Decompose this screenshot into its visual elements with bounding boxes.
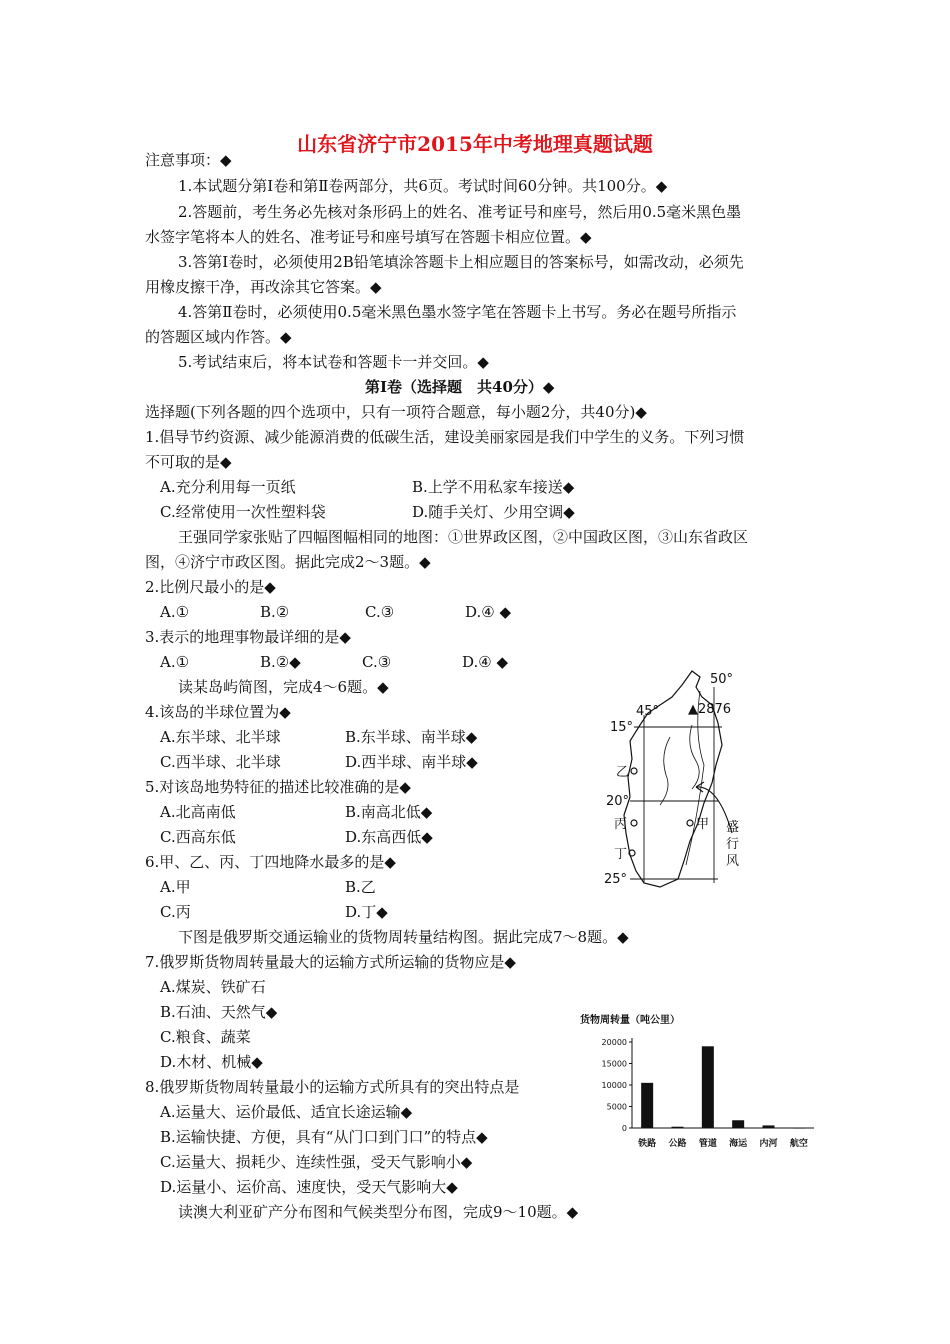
q5-option-a: A.北高南低 (160, 803, 236, 821)
bar-海运 (732, 1120, 744, 1128)
label-yi: 乙 (616, 765, 630, 780)
q8-stem: 8.俄罗斯货物周转量最小的运输方式所具有的突出特点是 (145, 1078, 520, 1096)
q7-option-c: C.粮食、蔬菜 (160, 1028, 251, 1046)
x-tick-label: 海运 (729, 1139, 748, 1149)
q3-option-b: B.②◆ (260, 653, 301, 671)
lat-15-label: 15° (610, 720, 634, 735)
freight-chart (572, 1008, 822, 1158)
q1-stem-b: 不可取的是◆ (145, 453, 232, 471)
q1-option-a: A.充分利用每一页纸 (160, 478, 296, 496)
notice-5: 5.考试结束后，将本试卷和答题卡一并交回。◆ (178, 353, 489, 371)
notice-2a: 2.答题前，考生务必先核对条形码上的姓名、准考证号和座号，然后用0.5毫米黑色墨 (178, 203, 742, 221)
q6-option-b: B.乙 (345, 878, 376, 896)
x-tick-label: 内河 (759, 1139, 778, 1149)
q2-option-d: D.④ ◆ (465, 603, 512, 621)
point-jia (687, 820, 693, 826)
notice-2b: 水签字笔将本人的姓名、准考证号和座号填写在答题卡相应位置。◆ (145, 228, 592, 246)
y-tick-label: 10000 (601, 1081, 627, 1090)
notice-3b: 用橡皮擦干净，再改涂其它答案。◆ (145, 278, 382, 296)
page-title: 山东省济宁市2015年中考地理真题试题 (297, 132, 653, 156)
q8-option-d: D.运量小、运价高、速度快，受天气影响大◆ (160, 1178, 458, 1196)
point-yi (631, 768, 637, 774)
bar-航空 (793, 1128, 805, 1129)
notice-heading: 注意事项：◆ (145, 151, 232, 169)
river-2 (690, 725, 699, 789)
point-bing (631, 820, 637, 826)
q3-option-d: D.④ ◆ (462, 653, 509, 671)
wind-label-1: 盛 (726, 820, 740, 835)
q4-option-d: D.西半球、南半球◆ (345, 753, 478, 771)
q5-option-d: D.东高西低◆ (345, 828, 433, 846)
y-tick-label: 20000 (601, 1038, 627, 1047)
lat-20-label: 20° (606, 794, 630, 809)
bar-内河 (763, 1125, 775, 1128)
y-tick-label: 0 (621, 1124, 627, 1133)
lon-50-label: 50° (710, 672, 734, 687)
chart-title: 货物周转量（吨公里） (580, 1015, 680, 1026)
island-map (600, 665, 750, 890)
bar-公路 (672, 1127, 684, 1128)
q2-3-intro-a: 王强同学家张贴了四幅图幅相同的地图：①世界政区图，②中国政区图，③山东省政区 (178, 528, 749, 546)
q2-3-intro-b: 图，④济宁市政区图。据此完成2～3题。◆ (145, 553, 431, 571)
q8-option-c: C.运量大、损耗少、连续性强，受天气影响小◆ (160, 1153, 473, 1171)
q1-option-c: C.经常使用一次性塑料袋 (160, 503, 326, 521)
q2-option-c: C.③ (365, 603, 395, 621)
x-tick-label: 航空 (789, 1139, 808, 1149)
q5-option-c: C.西高东低 (160, 828, 236, 846)
q4-6-intro: 读某岛屿简图，完成4～6题。◆ (178, 678, 389, 696)
label-bing: 丙 (614, 817, 628, 832)
q2-stem: 2.比例尺最小的是◆ (145, 578, 276, 596)
q2-option-b: B.② (260, 603, 290, 621)
q7-option-d: D.木材、机械◆ (160, 1053, 263, 1071)
bar-管道 (702, 1046, 714, 1128)
lat-25-label: 25° (604, 872, 628, 887)
q6-option-c: C.丙 (160, 903, 191, 921)
q8-option-a: A.运量大、运价最低、适宜长途运输◆ (160, 1103, 413, 1121)
q4-option-b: B.东半球、南半球◆ (345, 728, 478, 746)
bar-铁路 (641, 1083, 653, 1128)
label-jia: 甲 (696, 817, 710, 832)
wind-label-3: 风 (726, 854, 740, 869)
q6-stem: 6.甲、乙、丙、丁四地降水最多的是◆ (145, 853, 396, 871)
section-heading: 第Ⅰ卷（选择题 共40分）◆ (365, 378, 555, 396)
notice-4a: 4.答第Ⅱ卷时，必须使用0.5毫米黑色墨水签字笔在答题卡上书写。务必在题号所指示 (178, 303, 737, 321)
notice-4b: 的答题区域内作答。◆ (145, 328, 292, 346)
x-tick-label: 公路 (668, 1139, 687, 1149)
q9-10-intro: 读澳大利亚矿产分布图和气候类型分布图，完成9～10题。◆ (178, 1203, 579, 1221)
q6-option-a: A.甲 (160, 878, 191, 896)
peak-label: ▲2876 (688, 702, 732, 717)
instructions: 选择题(下列各题的四个选项中，只有一项符合题意，每小题2分，共40分)◆ (145, 403, 647, 421)
q6-option-d: D.丁◆ (345, 903, 388, 921)
notice-3a: 3.答第Ⅰ卷时，必须使用2B铅笔填涂答题卡上相应题目的答案标号，如需改动，必须先 (178, 253, 744, 271)
notice-1: 1.本试题分第Ⅰ卷和第Ⅱ卷两部分，共6页。考试时间60分钟。共100分。◆ (178, 177, 668, 195)
y-tick-label: 15000 (601, 1059, 627, 1069)
q4-option-c: C.西半球、北半球 (160, 753, 281, 771)
q3-option-c: C.③ (362, 653, 392, 671)
wind-label-2: 行 (726, 837, 740, 852)
q3-stem: 3.表示的地理事物最详细的是◆ (145, 628, 351, 646)
q1-option-d: D.随手关灯、少用空调◆ (412, 503, 575, 521)
q8-option-b: B.运输快捷、方便，具有“从门口到门口”的特点◆ (160, 1128, 488, 1146)
q1-option-b: B.上学不用私家车接送◆ (412, 478, 575, 496)
divide-line (686, 691, 704, 865)
q4-option-a: A.东半球、北半球 (160, 728, 281, 746)
q7-stem: 7.俄罗斯货物周转量最大的运输方式所运输的货物应是◆ (145, 953, 516, 971)
q7-8-intro: 下图是俄罗斯交通运输业的货物周转量结构图。据此完成7～8题。◆ (178, 928, 629, 946)
y-tick-label: 5000 (606, 1102, 627, 1112)
q1-stem-a: 1.倡导节约资源、减少能源消费的低碳生活，建设美丽家园是我们中学生的义务。下列习惯 (145, 428, 745, 446)
q5-stem: 5.对该岛地势特征的描述比较准确的是◆ (145, 778, 411, 796)
x-tick-label: 管道 (698, 1139, 717, 1149)
q5-option-b: B.南高北低◆ (345, 803, 433, 821)
x-tick-label: 铁路 (638, 1139, 657, 1149)
q4-stem: 4.该岛的半球位置为◆ (145, 703, 291, 721)
lon-45-label: 45° (636, 704, 660, 719)
q7-option-a: A.煤炭、铁矿石 (160, 978, 266, 996)
river-1 (660, 737, 670, 805)
q7-option-b: B.石油、天然气◆ (160, 1003, 278, 1021)
label-ding: 丁 (614, 847, 628, 862)
q2-option-a: A.① (160, 603, 190, 621)
q3-option-a: A.① (160, 653, 190, 671)
